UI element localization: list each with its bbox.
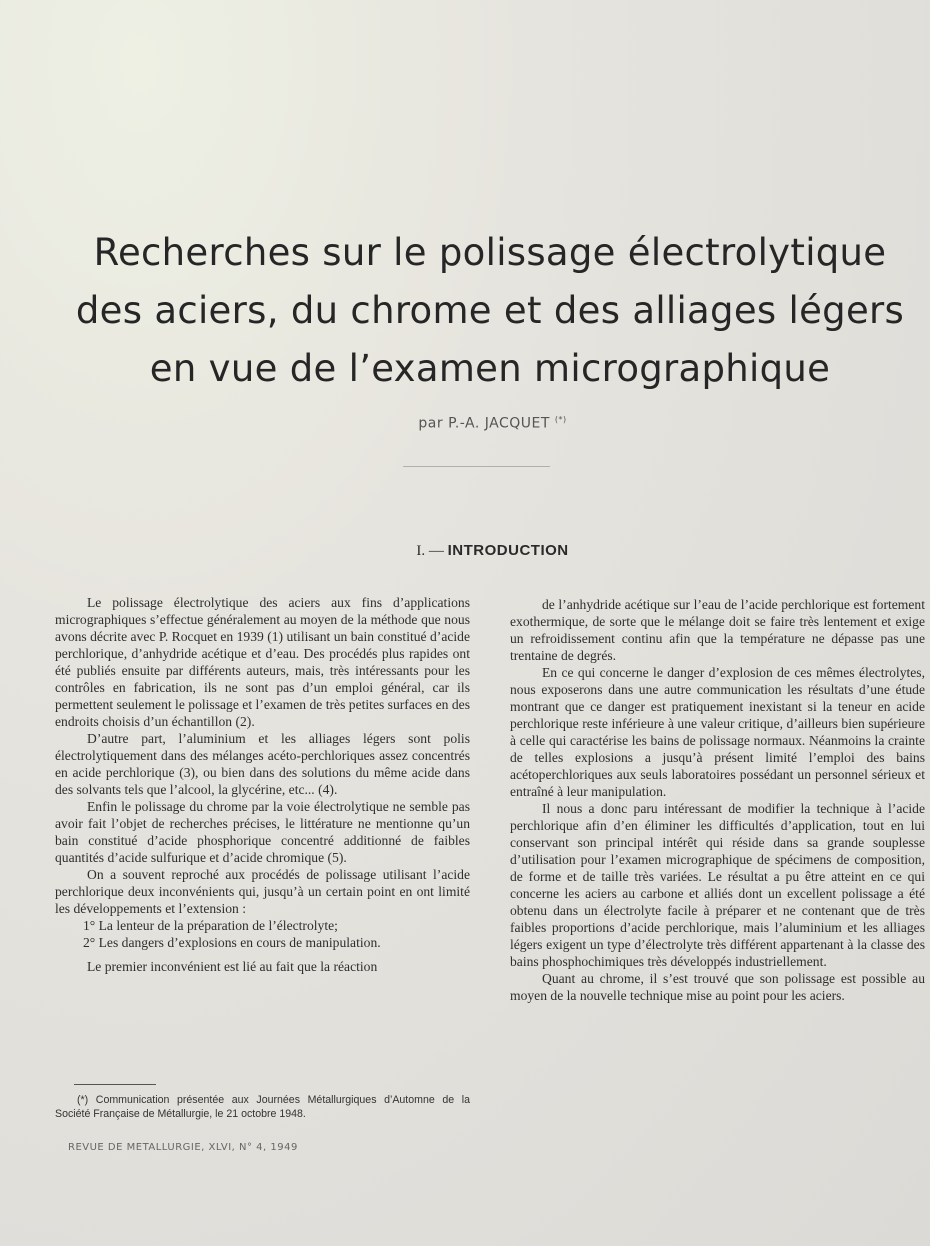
paragraph: On a souvent reproché aux procédés de polissage utilisant l’acide perchlorique deux inconvénients qui, jusqu’à un certain point en ont limité les développements et l’extension : [55, 867, 470, 916]
footnote-divider [74, 1084, 156, 1085]
footnote: (*) Communication présentée aux Journées Métallurgiques d’Automne de la Société Française de Métallurgie, le 21 octobre 1948. [55, 1094, 470, 1120]
paragraph: de l’anhydride acétique sur l’eau de l’acide perchlorique est fortement exothermique, de sorte que le mélange doit se faire très lentement et exige un refroidissement continu afin que la température ne dépasse pas une trentaine de degrés. [510, 597, 925, 663]
paragraph: Enfin le polissage du chrome par la voie électrolytique ne semble pas avoir fait l’objet de recherches précises, le littérature ne mentionne qu’un bain constitué d’acide phosphorique concentré additionné de faibles quantités d’acide sulfurique et d’acide chromique (5). [55, 799, 470, 865]
section-heading [0, 542, 930, 560]
title-line-2: des aciers, du chrome et des alliages légers [75, 289, 905, 332]
author-footnote-mark: (*) [554, 415, 567, 424]
paragraph: Le polissage électrolytique des aciers aux fins d’applications micrographiques s’effectue généralement au moyen de la méthode que nous avons décrite avec P. Rocquet en 1939 (1) utilisant un bain constitué d’acide perchlorique, d’anhydride acétique et d’eau. Des procédés plus rapides ont été publiés ensuite par différents auteurs, mais, très intéressants pour les contrôles en fabrication, ils ne sont pas d’un emploi général, car ils permettent seulement le polissage et l’examen de très petites surfaces en des endroits choisis d’un échantillon (2). [55, 595, 470, 729]
paragraph: Le premier inconvénient est lié au fait que la réaction [87, 959, 378, 974]
paragraph: En ce qui concerne le danger d’explosion de ces mêmes électrolytes, nous exposerons dans une autre communication les résultats d’une étude montrant que ce danger est pratiquement inexistant si la teneur en acide perchlorique reste inférieure à une valeur critique, d’ailleurs bien supérieure à celle qui caractérise les bains de polissage normaux. Néanmoins la crainte de telles explosions a jusqu’à présent limité l’emploi des bains acétoperchloriques aux seuls laboratoires possédant un personnel sérieux et entraîné à leur manipulation. [510, 665, 925, 799]
section-title: INTRODUCTION [447, 542, 569, 559]
title-divider [403, 466, 550, 467]
paragraph: Il nous a donc paru intéressant de modifier la technique à l’acide perchlorique afin d’en éliminer les difficultés d’application, tout en lui conservant son principal intérêt qui réside dans sa grande souplesse d’utilisation pour l’examen micrographique de spécimens de composition, de forme et de taille très variées. Le résultat a pu être atteint en ce qui concerne les aciers au carbone et alliés dont un excellent polissage a été obtenu dans un électrolyte facile à préparer et ne contenant que de très faibles proportions d’acide perchlorique, mais l’aluminium et les alliages légers exigent un type d’électrolyte très différent appartenant à la classe des bains phosphochimiques très développés industriellement. [510, 801, 925, 969]
title-line-3: en vue de l’examen micrographique [149, 347, 831, 390]
author-prefix: par [418, 415, 444, 432]
journal-reference: REVUE DE METALLURGIE, XLVI, N° 4, 1949 [68, 1142, 298, 1153]
right-column [510, 596, 925, 1004]
section-number: I. — [416, 543, 444, 559]
paragraph: D’autre part, l’aluminium et les alliages légers sont polis électrolytiquement dans des mélanges acéto-perchloriques assez concentrés en acide perchlorique (3), ou bien dans des solutions du même acide dans des solvants tels que l’alcool, la glycérine, etc... (4). [55, 731, 470, 797]
paragraph: Quant au chrome, il s’est trouvé que son polissage est possible au moyen de la nouvelle technique mise au point pour les aciers. [510, 971, 925, 1003]
list-item: 2° Les dangers d’explosions en cours de manipulation. [83, 935, 381, 950]
left-column [55, 594, 470, 975]
author-line [0, 415, 930, 432]
title-line-1: Recherches sur le polissage électrolytique [93, 231, 887, 274]
article-title [40, 224, 930, 398]
list-item: 1° La lenteur de la préparation de l’électrolyte; [83, 918, 338, 933]
author-name: P.-A. JACQUET [448, 415, 550, 432]
